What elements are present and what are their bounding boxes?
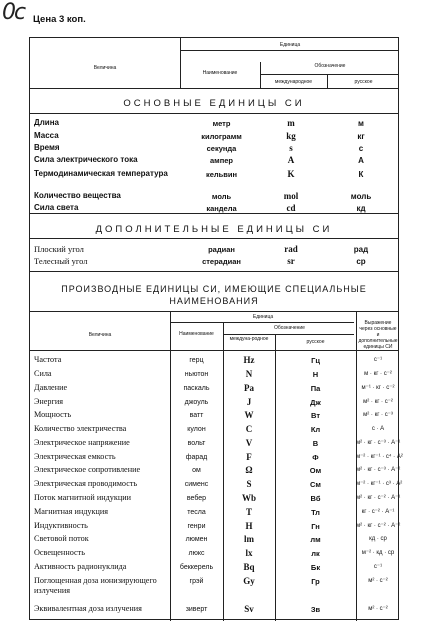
intl-symbol-cell: W — [244, 410, 254, 420]
intl-symbol-cell: V — [245, 438, 253, 448]
expression-cell: м² · кг · с⁻² — [363, 399, 393, 405]
table-row — [30, 131, 398, 142]
table-row — [30, 465, 401, 476]
unit-name-cell: грэй — [189, 578, 204, 585]
quantity-cell: Сила электрического тока — [34, 155, 138, 164]
rus-symbol-cell: моль — [350, 192, 372, 201]
quantity-cell: Частота — [34, 355, 62, 364]
unit-name-cell: вебер — [186, 495, 207, 502]
table-row — [30, 355, 398, 366]
quantity-cell: Мощность — [34, 410, 72, 419]
unit-name-cell: генри — [187, 523, 206, 530]
intl-symbol-cell: K — [287, 169, 295, 179]
table-row — [30, 562, 398, 573]
unit-name-cell: радиан — [208, 245, 235, 254]
rus-symbol-cell: Гн — [311, 522, 320, 531]
expression-cell: кг · с⁻² · А⁻¹ — [361, 509, 395, 515]
derived-h-unit: Единица — [252, 314, 274, 320]
rus-symbol-cell: Тл — [311, 508, 320, 517]
table-row — [30, 118, 398, 129]
unit-name-cell: метр — [212, 119, 231, 128]
table-row — [30, 155, 398, 166]
rus-symbol-cell: м — [358, 119, 364, 128]
table-row — [30, 521, 401, 532]
rus-symbol-cell: Н — [312, 370, 319, 379]
expression-cell: м⁻² · кд · ср — [361, 550, 395, 556]
intl-symbol-cell: lm — [244, 534, 254, 544]
quantity-cell: Масса — [34, 131, 59, 140]
expression-cell: м · кг · с⁻² — [364, 371, 392, 377]
intl-symbol-cell: kg — [286, 131, 296, 141]
derived-h-designation: Обозначение — [274, 325, 305, 331]
intl-symbol-cell: s — [289, 143, 293, 153]
table-row — [30, 438, 401, 449]
rus-symbol-cell: А — [358, 156, 364, 165]
derived-h-name: Наименование — [179, 331, 214, 337]
table-row — [30, 369, 398, 380]
handwritten-mark: 0c — [2, 0, 25, 25]
rus-symbol-cell: Бк — [310, 563, 321, 572]
base-units-title: ОСНОВНЫЕ ЕДИНИЦЫ СИ — [123, 98, 305, 109]
header-quantity: Величина — [93, 65, 117, 71]
rus-symbol-cell: лм — [310, 535, 321, 544]
derived-title-line1: ПРОИЗВОДНЫЕ ЕДИНИЦЫ СИ, ИМЕЮЩИЕ СПЕЦИАЛЬНЫЕ — [61, 284, 367, 294]
unit-name-cell: секунда — [206, 144, 237, 153]
quantity-cell: Сила — [34, 369, 52, 378]
unit-name-cell: люкс — [188, 550, 205, 557]
quantity-cell: Длина — [34, 118, 59, 127]
header-rus: русское — [354, 79, 373, 85]
expression-cell: кд · ср — [369, 536, 387, 542]
rus-symbol-cell: Вт — [311, 411, 320, 420]
unit-name-cell: ампер — [209, 156, 233, 165]
intl-symbol-cell: Wb — [241, 493, 256, 503]
quantity-cell: Сила света — [34, 203, 79, 212]
table-row — [30, 479, 403, 490]
quantity-cell: Активность радионуклида — [34, 562, 127, 571]
quantity-cell: Освещенность — [34, 548, 85, 557]
intl-symbol-cell: cd — [286, 203, 296, 213]
intl-symbol-cell: T — [245, 507, 252, 517]
rus-symbol-cell: Ом — [309, 466, 322, 475]
unit-name-cell: ом — [192, 467, 201, 474]
table-row — [30, 507, 398, 518]
quantity-cell: Термодинамическая температура — [34, 169, 168, 178]
intl-symbol-cell: Sv — [244, 604, 254, 614]
derived-title-line2: НАИМЕНОВАНИЯ — [169, 296, 259, 306]
intl-symbol-cell: F — [246, 452, 252, 462]
table-row — [30, 397, 398, 408]
unit-name-cell: люмен — [185, 536, 208, 543]
header-name: Наименование — [202, 70, 238, 76]
expression-cell: м⁻² · кг⁻¹ · с³ · А² — [356, 481, 403, 487]
unit-name-cell: ватт — [189, 412, 204, 419]
table-row — [30, 244, 398, 255]
table-row — [30, 191, 398, 202]
intl-symbol-cell: m — [287, 118, 295, 128]
price-label: Цена 3 коп. — [33, 14, 86, 25]
intl-symbol-cell: Gy — [243, 576, 255, 586]
expression-cell: м² · с⁻² — [368, 606, 388, 612]
expression-cell: с⁻¹ — [373, 357, 383, 363]
derived-h-rus: русское — [306, 339, 325, 345]
unit-name-cell: ньютон — [184, 371, 209, 378]
rus-symbol-cell: Гр — [311, 577, 320, 586]
derived-h-intl: междуна-родное — [229, 336, 269, 342]
rus-symbol-cell: кг — [357, 132, 365, 141]
intl-symbol-cell: A — [287, 155, 295, 165]
unit-name-cell: килограмм — [201, 132, 242, 141]
intl-symbol-cell: mol — [283, 191, 299, 201]
intl-symbol-cell: Ω — [245, 465, 253, 475]
header-unit: Единица — [279, 42, 301, 48]
supp-units-title: ДОПОЛНИТЕЛЬНЫЕ ЕДИНИЦЫ СИ — [95, 224, 333, 235]
header-intl: международное — [274, 79, 313, 85]
intl-symbol-cell: J — [246, 397, 252, 407]
derived-h-expr: Выражение через основные и дополнительные единицы СИ — [358, 320, 398, 350]
expression-cell: с⁻¹ — [373, 564, 383, 570]
rus-symbol-cell: с — [358, 144, 364, 153]
quantity-cell: Индуктивность — [34, 521, 88, 530]
expression-cell: м² · кг · с⁻² · А⁻² — [356, 523, 401, 529]
intl-symbol-cell: S — [246, 479, 252, 489]
rus-symbol-cell: Па — [310, 384, 321, 393]
expression-cell: м⁻¹ · кг · с⁻² — [361, 385, 395, 391]
quantity-cell: Световой поток — [34, 534, 89, 543]
expression-cell: м² · кг · с⁻³ · А⁻² — [356, 467, 401, 473]
table-row — [30, 548, 398, 559]
unit-name-cell: сименс — [184, 481, 209, 488]
table-row — [30, 410, 398, 421]
derived-h-quantity: Величина — [88, 332, 112, 338]
intl-symbol-cell: N — [245, 369, 253, 379]
rus-symbol-cell: Зв — [310, 605, 321, 614]
rus-symbol-cell: Кл — [310, 425, 321, 434]
table-row — [30, 256, 398, 267]
expression-cell: м² · кг · с⁻³ · А⁻¹ — [356, 440, 401, 446]
rus-symbol-cell: Гц — [311, 356, 320, 365]
unit-name-cell: кулон — [187, 426, 206, 433]
table-row — [30, 576, 398, 595]
unit-name-cell: моль — [211, 192, 232, 201]
intl-symbol-cell: H — [245, 521, 253, 531]
table-row — [30, 493, 401, 504]
unit-name-cell: кандела — [206, 204, 237, 213]
unit-name-cell: джоуль — [184, 399, 209, 406]
rus-symbol-cell: В — [312, 439, 319, 448]
quantity-cell: Энергия — [34, 397, 64, 406]
quantity-cell: Электрическое напряжение — [34, 438, 130, 447]
unit-name-cell: беккерель — [179, 564, 214, 571]
intl-symbol-cell: Pa — [244, 383, 254, 393]
expression-cell: с · А — [371, 426, 385, 432]
quantity-cell: Время — [34, 143, 60, 152]
quantity-cell: Поглощенная доза ионизирующего излучения — [34, 576, 157, 595]
quantity-cell: Количество вещества — [34, 191, 121, 200]
unit-name-cell: вольт — [187, 440, 206, 447]
unit-name-cell: паскаль — [183, 385, 210, 392]
rus-symbol-cell: К — [358, 170, 364, 179]
rus-symbol-cell: Дж — [310, 398, 321, 407]
expression-cell: м² · с⁻² — [368, 578, 388, 584]
table-row — [30, 383, 398, 394]
unit-name-cell: зиверт — [185, 606, 208, 613]
intl-symbol-cell: sr — [287, 256, 295, 266]
unit-name-cell: герц — [189, 357, 204, 364]
rus-symbol-cell: Вб — [310, 494, 321, 503]
rus-symbol-cell: рад — [353, 245, 369, 254]
quantity-cell: Магнитная индукция — [34, 507, 108, 516]
intl-symbol-cell: rad — [284, 244, 298, 254]
table-row — [30, 604, 398, 615]
table-row — [30, 169, 398, 180]
quantity-cell: Электрическая емкость — [34, 452, 116, 461]
quantity-cell: Плоский угол — [34, 244, 84, 254]
rus-symbol-cell: См — [310, 480, 321, 489]
units-table — [29, 37, 403, 620]
rus-symbol-cell: Ф — [312, 453, 319, 462]
intl-symbol-cell: Bq — [243, 562, 255, 572]
quantity-cell: Давление — [34, 383, 68, 392]
quantity-cell: Поток магнитной индукции — [34, 493, 131, 502]
quantity-cell: Электрическая проводимость — [34, 479, 138, 488]
quantity-cell: Электрическое сопротивление — [34, 465, 141, 474]
unit-name-cell: стерадиан — [202, 257, 241, 266]
quantity-cell: Эквивалентная доза излучения — [34, 604, 142, 613]
table-row — [30, 452, 403, 463]
table-row — [30, 534, 398, 545]
intl-symbol-cell: Hz — [243, 355, 255, 365]
unit-name-cell: фарад — [185, 454, 208, 461]
unit-name-cell: тесла — [187, 509, 206, 516]
intl-symbol-cell: C — [245, 424, 253, 434]
rus-symbol-cell: кд — [356, 204, 366, 213]
header-designation: Обозначение — [314, 63, 346, 69]
table-row — [30, 143, 398, 154]
expression-cell: м⁻² · кг⁻¹ · с⁴ · А² — [356, 454, 403, 460]
intl-symbol-cell: lx — [245, 548, 253, 558]
expression-cell: м² · кг · с⁻² · А⁻¹ — [356, 495, 401, 501]
rus-symbol-cell: ср — [356, 257, 366, 266]
unit-name-cell: кельвин — [205, 170, 238, 179]
table-row — [30, 424, 398, 435]
quantity-cell: Количество электричества — [34, 424, 127, 433]
rus-symbol-cell: лк — [311, 549, 320, 558]
expression-cell: м² · кг · с⁻³ — [363, 412, 393, 418]
quantity-cell: Телесный угол — [34, 256, 88, 266]
